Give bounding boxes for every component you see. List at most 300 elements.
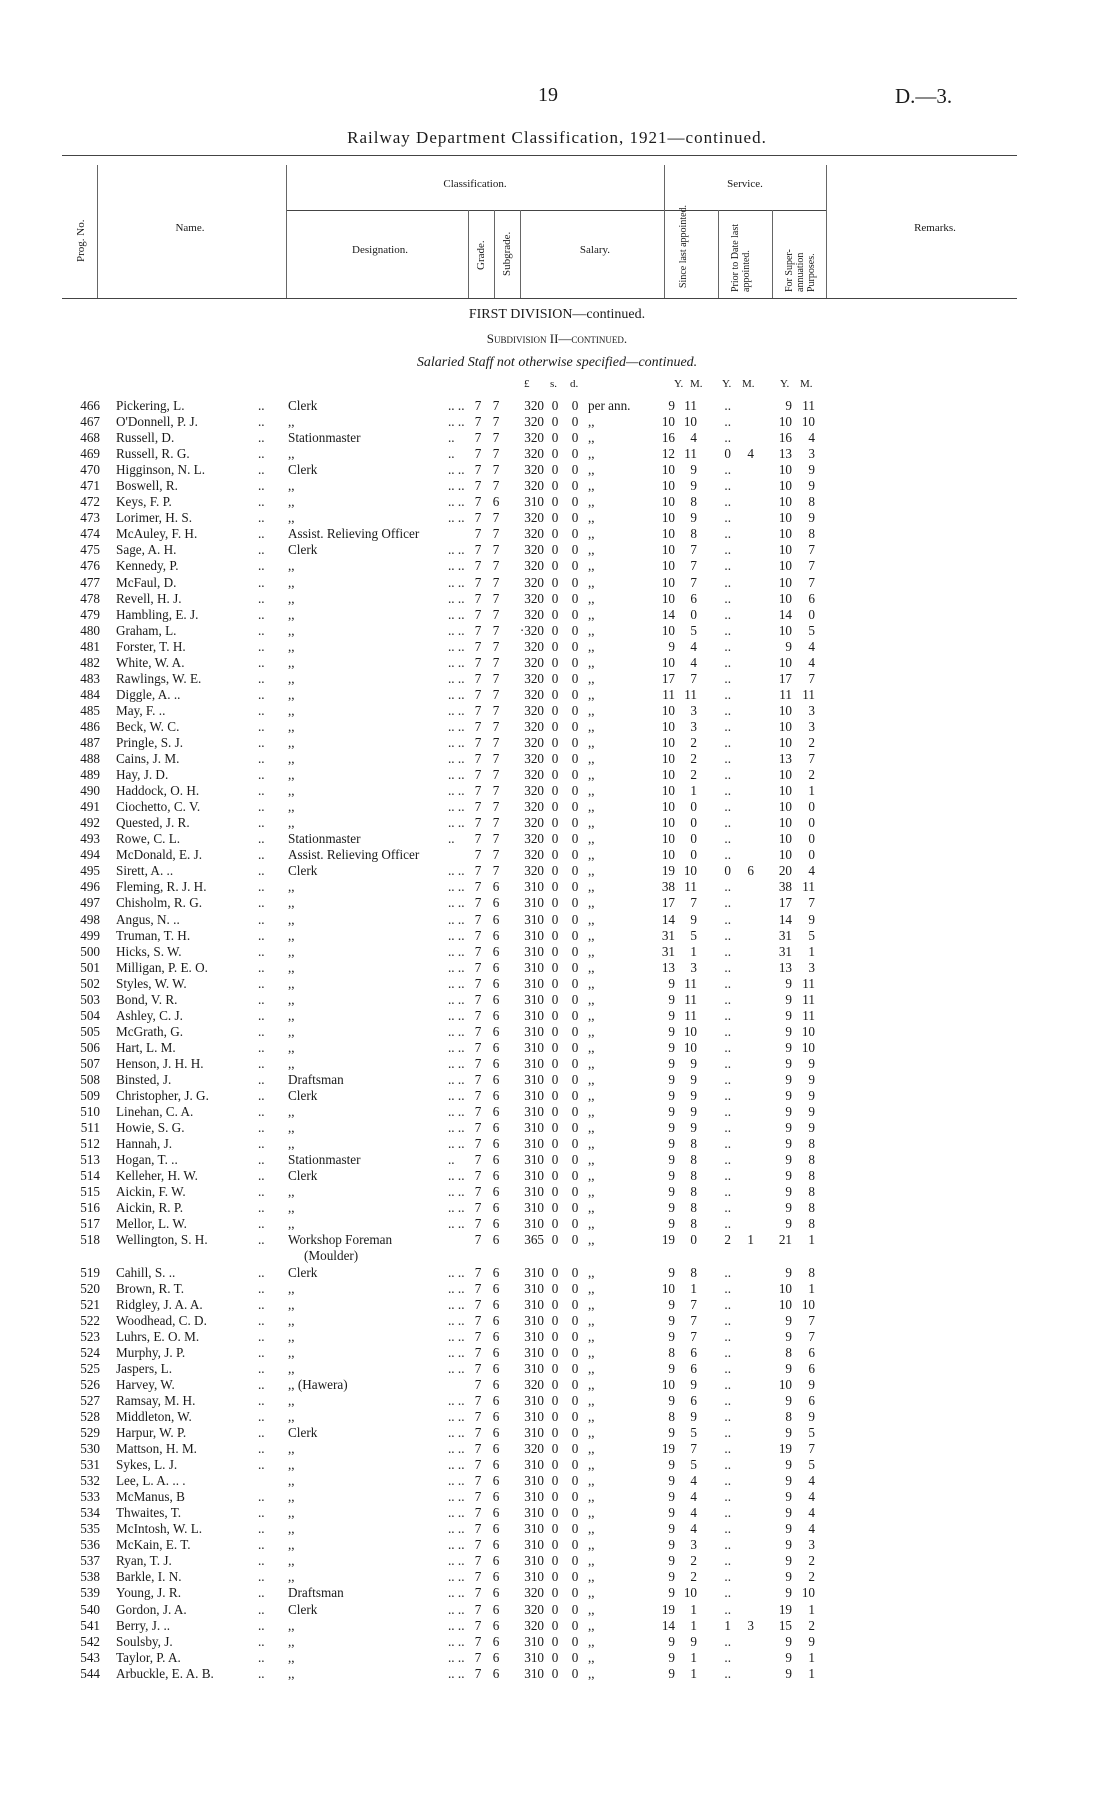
subgrade: 6	[492, 1264, 500, 1280]
superannuation-years: 14	[778, 606, 792, 622]
grade: 7	[474, 1344, 482, 1360]
leader-dots: ..	[258, 863, 265, 879]
salary-pence: 0	[571, 1088, 579, 1104]
subgrade: 6	[492, 1152, 500, 1168]
prior-years: ..	[724, 943, 731, 959]
superannuation-months: 7	[808, 1328, 815, 1344]
superannuation-years: 17	[778, 895, 792, 911]
salary-pence: 0	[571, 1585, 579, 1601]
salary-shillings: 0	[551, 767, 559, 783]
designation: ,,	[288, 702, 295, 718]
salary-pounds: 320	[524, 767, 544, 783]
since-last-months: 2	[690, 751, 697, 767]
salary-pounds: 320	[524, 686, 544, 702]
prog-number: 520	[80, 1280, 100, 1296]
grade: 7	[474, 799, 482, 815]
leader-dots: .. ..	[448, 1039, 465, 1055]
salary-pence: 0	[571, 1104, 579, 1120]
leader-dots: ..	[258, 1088, 265, 1104]
since-last-years: 10	[661, 831, 675, 847]
salary-shillings: 0	[551, 1489, 559, 1505]
salary-pence: 0	[571, 1521, 579, 1537]
leader-dots: ..	[258, 1344, 265, 1360]
prog-number: 510	[80, 1104, 100, 1120]
since-last-months: 9	[690, 1088, 697, 1104]
salary-shillings: 0	[551, 1039, 559, 1055]
prior-years: ..	[724, 847, 731, 863]
since-last-years: 9	[668, 1055, 675, 1071]
leader-dots: ..	[258, 1489, 265, 1505]
since-last-months: 1	[690, 1649, 697, 1665]
prog-number: 492	[80, 815, 100, 831]
salary-period: ,,	[588, 1569, 595, 1585]
salary-shillings: 0	[551, 1521, 559, 1537]
designation: Stationmaster	[288, 1152, 361, 1168]
subgrade: 6	[492, 1184, 500, 1200]
subgrade: 6	[492, 959, 500, 975]
since-last-years: 9	[668, 1665, 675, 1681]
grade: 7	[474, 542, 482, 558]
since-last-years: 10	[661, 462, 675, 478]
leader-dots: .. ..	[448, 1457, 465, 1473]
salary-period: ,,	[588, 622, 595, 638]
leader-dots: .. ..	[448, 718, 465, 734]
grade: 7	[474, 1184, 482, 1200]
salary-pence: 0	[571, 1280, 579, 1296]
leader-dots: .. ..	[448, 558, 465, 574]
unit-years: Y.	[780, 378, 790, 390]
superannuation-years: 13	[778, 446, 792, 462]
prog-number: 540	[80, 1601, 100, 1617]
grade: 7	[474, 1376, 482, 1392]
salary-pounds: 320	[524, 799, 544, 815]
prog-number: 503	[80, 991, 100, 1007]
grade: 7	[474, 478, 482, 494]
salary-period: ,,	[588, 799, 595, 815]
since-last-years: 10	[661, 574, 675, 590]
salary-period: ,,	[588, 590, 595, 606]
salary-shillings: 0	[551, 606, 559, 622]
since-last-months: 0	[690, 606, 697, 622]
leader-dots: .. ..	[448, 1328, 465, 1344]
staff-name: Styles, W. W.	[116, 975, 187, 991]
subgrade: 6	[492, 1425, 500, 1440]
superannuation-years: 10	[778, 767, 792, 783]
leader-dots: .. ..	[448, 1055, 465, 1071]
since-last-months: 10	[683, 1023, 697, 1039]
salary-pence: 0	[571, 654, 579, 670]
leader-dots: ..	[258, 558, 265, 574]
salary-pounds: 320	[524, 478, 544, 494]
salary-pounds: 310	[524, 1665, 544, 1681]
salary-pence: 0	[571, 590, 579, 606]
salary-period: ,,	[588, 1473, 595, 1489]
staff-name: Angus, N. ..	[116, 911, 180, 927]
since-last-years: 9	[668, 638, 675, 654]
since-last-months: 1	[690, 1280, 697, 1296]
staff-name: Gordon, J. A.	[116, 1601, 187, 1617]
since-last-months: 1	[690, 1617, 697, 1633]
salary-period: ,,	[588, 1264, 595, 1280]
superannuation-months: 2	[808, 1553, 815, 1569]
staff-name: Pringle, S. J.	[116, 734, 184, 750]
leader-dots: .. ..	[448, 1007, 465, 1023]
grade: 7	[474, 1569, 482, 1585]
header-designation: Designation.	[352, 244, 408, 256]
salary-pounds: 320	[524, 1585, 544, 1601]
since-last-years: 9	[668, 1505, 675, 1521]
leader-dots: .. ..	[448, 574, 465, 590]
superannuation-months: 2	[808, 767, 815, 783]
subgrade: 6	[492, 943, 500, 959]
since-last-months: 11	[684, 398, 697, 413]
salary-shillings: 0	[551, 1408, 559, 1424]
superannuation-months: 7	[808, 670, 815, 686]
prior-years: ..	[724, 1408, 731, 1424]
prior-years: ..	[724, 783, 731, 799]
salary-pence: 0	[571, 975, 579, 991]
superannuation-years: 10	[778, 654, 792, 670]
designation: ,,	[288, 1441, 295, 1457]
salary-pounds: 320	[524, 446, 544, 462]
salary-shillings: 0	[551, 895, 559, 911]
prog-number: 529	[80, 1425, 100, 1440]
salary-shillings: 0	[551, 1649, 559, 1665]
since-last-months: 10	[683, 863, 697, 879]
leader-dots: .. ..	[448, 654, 465, 670]
since-last-years: 9	[668, 1120, 675, 1136]
leader-dots: ..	[258, 1505, 265, 1521]
designation: ,,	[288, 574, 295, 590]
since-last-months: 11	[684, 686, 697, 702]
leader-dots: .. ..	[448, 1537, 465, 1553]
designation: ,,	[288, 1312, 295, 1328]
grade: 7	[474, 1601, 482, 1617]
grade: 7	[474, 734, 482, 750]
leader-dots: ..	[258, 1425, 265, 1440]
salary-pounds: 310	[524, 1136, 544, 1152]
salary-period: ,,	[588, 654, 595, 670]
leader-dots: .. ..	[448, 1071, 465, 1087]
prog-number: 542	[80, 1633, 100, 1649]
salary-period: ,,	[588, 1312, 595, 1328]
leader-dots: ..	[258, 1104, 265, 1120]
designation: ,,	[288, 767, 295, 783]
since-last-years: 9	[668, 1649, 675, 1665]
prior-years: ..	[724, 1457, 731, 1473]
prior-years: ..	[724, 1216, 731, 1232]
prior-years: ..	[724, 1360, 731, 1376]
staff-name: Mellor, L. W.	[116, 1216, 187, 1232]
grade: 7	[474, 510, 482, 526]
prog-number: 497	[80, 895, 100, 911]
since-last-months: 8	[690, 1168, 697, 1184]
prior-years: ..	[724, 734, 731, 750]
subgrade: 7	[492, 783, 500, 799]
grade: 7	[474, 1312, 482, 1328]
superannuation-months: 8	[808, 1136, 815, 1152]
subgrade: 7	[492, 622, 500, 638]
grade: 7	[474, 590, 482, 606]
subgrade: 6	[492, 1296, 500, 1312]
grade: 7	[474, 1425, 482, 1440]
salary-pence: 0	[571, 783, 579, 799]
subgrade: 7	[492, 558, 500, 574]
superannuation-months: 4	[808, 1489, 815, 1505]
grade: 7	[474, 1649, 482, 1665]
salary-shillings: 0	[551, 1264, 559, 1280]
salary-shillings: 0	[551, 1457, 559, 1473]
salary-period: ,,	[588, 1280, 595, 1296]
subgrade: 6	[492, 1473, 500, 1489]
salary-shillings: 0	[551, 847, 559, 863]
designation: ,,	[288, 1489, 295, 1505]
since-last-years: 17	[661, 895, 675, 911]
prog-number: 541	[80, 1617, 100, 1633]
prior-years: ..	[724, 879, 731, 895]
salary-shillings: 0	[551, 1665, 559, 1681]
subgrade: 7	[492, 831, 500, 847]
designation: ,,	[288, 1457, 295, 1473]
superannuation-months: 7	[808, 751, 815, 767]
salary-shillings: 0	[551, 1473, 559, 1489]
since-last-months: 4	[690, 1505, 697, 1521]
since-last-years: 16	[661, 430, 675, 446]
superannuation-months: 8	[808, 1216, 815, 1232]
prog-number: 500	[80, 943, 100, 959]
staff-name: Boswell, R.	[116, 478, 178, 494]
subgrade: 6	[492, 1489, 500, 1505]
leader-dots: ..	[258, 1328, 265, 1344]
staff-name: Cains, J. M.	[116, 751, 180, 767]
superannuation-months: 9	[808, 510, 815, 526]
superannuation-years: 10	[778, 478, 792, 494]
since-last-years: 9	[668, 1071, 675, 1087]
grade: 7	[474, 1521, 482, 1537]
salary-period: ,,	[588, 1152, 595, 1168]
prior-years: ..	[724, 975, 731, 991]
staff-name: Brown, R. T.	[116, 1280, 185, 1296]
prog-number: 533	[80, 1489, 100, 1505]
prior-years: ..	[724, 1023, 731, 1039]
prior-years: ..	[724, 1088, 731, 1104]
designation: ,,	[288, 1184, 295, 1200]
salary-shillings: 0	[551, 1633, 559, 1649]
prog-number: 530	[80, 1441, 100, 1457]
prior-years: ..	[724, 494, 731, 510]
superannuation-months: 8	[808, 1184, 815, 1200]
prior-years: ..	[724, 831, 731, 847]
salary-shillings: 0	[551, 1601, 559, 1617]
since-last-years: 9	[668, 1168, 675, 1184]
leader-dots: .. ..	[448, 1553, 465, 1569]
staff-name: Harpur, W. P.	[116, 1425, 187, 1440]
salary-pounds: 320	[524, 462, 544, 478]
superannuation-months: 7	[808, 1441, 815, 1457]
grade: 7	[474, 1216, 482, 1232]
leader-dots: ..	[258, 1617, 265, 1633]
division-caption: FIRST DIVISION—continued.	[468, 307, 646, 322]
staff-name: Murphy, J. P.	[116, 1344, 186, 1360]
salary-shillings: 0	[551, 991, 559, 1007]
salary-shillings: 0	[551, 1296, 559, 1312]
since-last-years: 9	[668, 1296, 675, 1312]
salary-pence: 0	[571, 1168, 579, 1184]
designation: ,,	[288, 1553, 295, 1569]
subgrade: 7	[492, 462, 500, 478]
leader-dots: ..	[258, 879, 265, 895]
salary-pounds: 320	[524, 542, 544, 558]
salary-period: ,,	[588, 1055, 595, 1071]
since-last-months: 1	[690, 783, 697, 799]
superannuation-months: 9	[808, 1633, 815, 1649]
staff-name: Quested, J. R.	[116, 815, 190, 831]
leader-dots: ..	[258, 1633, 265, 1649]
leader-dots: .. ..	[448, 734, 465, 750]
salary-shillings: 0	[551, 1280, 559, 1296]
salary-period: ,,	[588, 1296, 595, 1312]
salary-period: ,,	[588, 1617, 595, 1633]
superannuation-months: 9	[808, 1120, 815, 1136]
prog-number: 487	[80, 734, 100, 750]
salary-period: ,,	[588, 1585, 595, 1601]
superannuation-months: 3	[808, 1537, 815, 1553]
staff-name: Christopher, J. G.	[116, 1088, 209, 1104]
salary-period: ,,	[588, 943, 595, 959]
designation: ,,	[288, 734, 295, 750]
staff-name: McGrath, G.	[116, 1023, 184, 1039]
prior-years: ..	[724, 638, 731, 654]
salary-pence: 0	[571, 494, 579, 510]
salary-shillings: 0	[551, 1088, 559, 1104]
leader-dots: ..	[258, 1152, 265, 1168]
staff-name: Howie, S. G.	[116, 1120, 185, 1136]
prior-years: 1	[724, 1617, 731, 1633]
since-last-months: 9	[690, 1408, 697, 1424]
prior-years: ..	[724, 1328, 731, 1344]
since-last-months: 11	[684, 991, 697, 1007]
salary-pence: 0	[571, 1264, 579, 1280]
prog-number: 490	[80, 783, 100, 799]
salary-pence: 0	[571, 1425, 579, 1440]
since-last-years: 19	[661, 1232, 675, 1248]
subgrade: 6	[492, 1601, 500, 1617]
prog-number: 513	[80, 1152, 100, 1168]
superannuation-years: 9	[785, 1425, 792, 1440]
leader-dots: .. ..	[448, 1023, 465, 1039]
leader-dots: ..	[258, 1055, 265, 1071]
staff-name: Thwaites, T.	[116, 1505, 182, 1521]
salary-period: ,,	[588, 1408, 595, 1424]
salary-pence: 0	[571, 1441, 579, 1457]
subgrade: 6	[492, 1232, 500, 1248]
grade: 7	[474, 1104, 482, 1120]
since-last-years: 11	[662, 686, 675, 702]
leader-dots: ..	[258, 1392, 265, 1408]
superannuation-months: 8	[808, 526, 815, 542]
salary-shillings: 0	[551, 446, 559, 462]
prior-years: ..	[724, 1184, 731, 1200]
salary-pounds: 310	[524, 943, 544, 959]
since-last-months: 5	[690, 622, 697, 638]
salary-pounds: 320	[524, 1441, 544, 1457]
superannuation-years: 9	[785, 1553, 792, 1569]
grade: 7	[474, 1457, 482, 1473]
prog-number: 536	[80, 1537, 100, 1553]
salary-pounds: 365	[524, 1232, 544, 1248]
since-last-years: 10	[661, 526, 675, 542]
leader-dots: ..	[258, 895, 265, 911]
salary-shillings: 0	[551, 734, 559, 750]
header-grade: Grade.	[475, 240, 487, 270]
salary-period: ,,	[588, 879, 595, 895]
since-last-years: 9	[668, 1553, 675, 1569]
grade: 7	[474, 1136, 482, 1152]
superannuation-months: 3	[808, 959, 815, 975]
since-last-years: 9	[668, 1425, 675, 1440]
superannuation-months: 9	[808, 478, 815, 494]
since-last-years: 17	[661, 670, 675, 686]
superannuation-years: 9	[785, 1569, 792, 1585]
leader-dots: ..	[258, 783, 265, 799]
salary-pence: 0	[571, 911, 579, 927]
staff-caption: Salaried Staff not otherwise specified—continued.	[416, 355, 698, 370]
salary-pounds: 310	[524, 1473, 544, 1489]
grade: 7	[474, 895, 482, 911]
prog-number: 522	[80, 1312, 100, 1328]
superannuation-months: 9	[808, 1071, 815, 1087]
leader-dots: ..	[258, 1521, 265, 1537]
superannuation-months: 8	[808, 494, 815, 510]
staff-name: McFaul, D.	[116, 574, 177, 590]
subgrade: 6	[492, 911, 500, 927]
prior-years: ..	[724, 1537, 731, 1553]
designation: ,,	[288, 1120, 295, 1136]
salary-period: ,,	[588, 1007, 595, 1023]
salary-pence: 0	[571, 622, 579, 638]
designation: ,,	[288, 1505, 295, 1521]
salary-period: ,,	[588, 1425, 595, 1440]
salary-period: ,,	[588, 638, 595, 654]
since-last-months: 9	[690, 911, 697, 927]
since-last-months: 9	[690, 1055, 697, 1071]
leader-dots: ..	[258, 1232, 265, 1248]
salary-pounds: 320	[524, 590, 544, 606]
leader-dots: .. ..	[448, 1312, 465, 1328]
salary-pence: 0	[571, 462, 579, 478]
prior-years: ..	[724, 1392, 731, 1408]
staff-name: Sirett, A. ..	[116, 863, 174, 879]
leader-dots: .. ..	[448, 1408, 465, 1424]
since-last-months: 8	[690, 1184, 697, 1200]
designation: Clerk	[288, 1168, 318, 1184]
salary-pence: 0	[571, 831, 579, 847]
salary-pence: 0	[571, 815, 579, 831]
staff-name: Graham, L.	[116, 622, 177, 638]
salary-pounds: 320	[524, 638, 544, 654]
salary-pence: 0	[571, 1039, 579, 1055]
leader-dots: ..	[258, 430, 265, 446]
salary-period: ,,	[588, 1216, 595, 1232]
superannuation-years: 9	[785, 1200, 792, 1216]
salary-pounds: 310	[524, 1152, 544, 1168]
superannuation-years: 10	[778, 590, 792, 606]
superannuation-years: 19	[778, 1441, 792, 1457]
staff-name: Linehan, C. A.	[116, 1104, 194, 1120]
since-last-years: 9	[668, 1569, 675, 1585]
since-last-years: 19	[661, 1601, 675, 1617]
prior-years: ..	[724, 815, 731, 831]
